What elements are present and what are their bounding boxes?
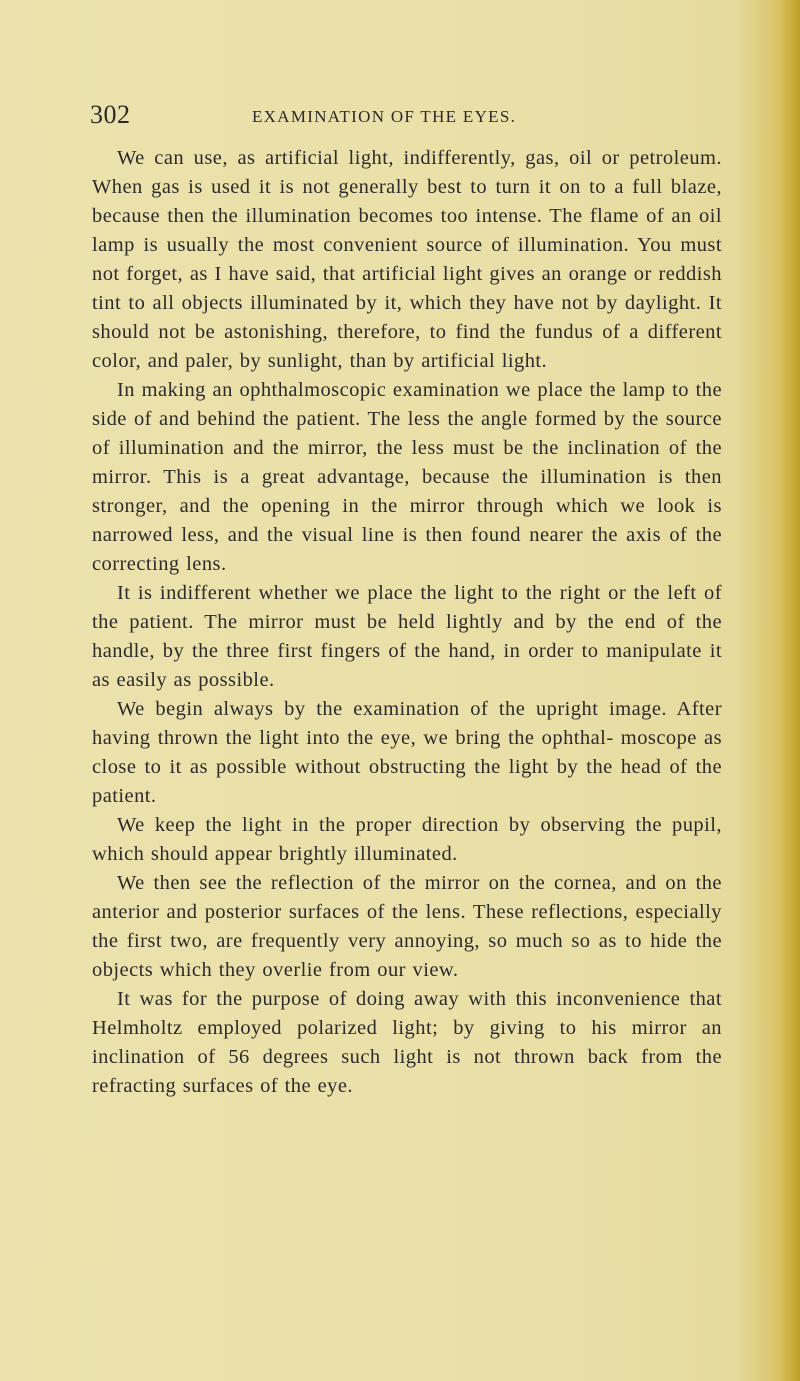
body-text: [92, 144, 722, 1101]
paragraph: It was for the purpose of doing away with this inconvenience that Helmholtz employed polarized light; by giving to his mirror an inclination of 56 degrees such light is not thrown back from the refracting surfaces of the eye.: [92, 988, 722, 1097]
paragraph: We begin always by the examination of the upright image. After having thrown the light into the eye, we bring the ophthal- moscope as close to it as possible without obstructing the light by the head of the patient.: [92, 698, 722, 807]
paragraph: It is indifferent whether we place the light to the right or the left of the patient. The mirror must be held lightly and by the end of the handle, by the three first fingers of the hand, in order to manipulate it as easily as possible.: [92, 582, 722, 691]
running-title: EXAMINATION OF THE EYES.: [252, 107, 517, 126]
page-header: [90, 100, 710, 140]
paragraph: We can use, as artificial light, indifferently, gas, oil or petroleum. When gas is used it is not generally best to turn it on to a full blaze, because then the illumination becomes too intense. The flame of an oil lamp is usually the most convenient source of illumination. You must not forget, as I have said, that artificial light gives an orange or reddish tint to all objects illuminated by it, which they have not by daylight. It should not be astonishing, therefore, to find the fundus of a different color, and paler, by sunlight, than by artificial light.: [92, 147, 722, 372]
paragraph: We then see the reflection of the mirror on the cornea, and on the anterior and posterior surfaces of the lens. These reflections, especially the first two, are frequently very annoying, so much so as to hide the objects which they overlie from our view.: [92, 872, 722, 981]
paragraph: We keep the light in the proper direction by observing the pupil, which should appear brightly illuminated.: [92, 814, 722, 865]
paragraph: In making an ophthalmoscopic examination we place the lamp to the side of and behind the patient. The less the angle formed by the source of illumination and the mirror, the less must be the inclination of the mirror. This is a great advantage, because the illumination is then stronger, and the opening in the mirror through which we look is narrowed less, and the visual line is then found nearer the axis of the correcting lens.: [92, 379, 722, 575]
page-edge-shadow: [780, 0, 800, 1381]
page-number: 302: [90, 100, 131, 129]
